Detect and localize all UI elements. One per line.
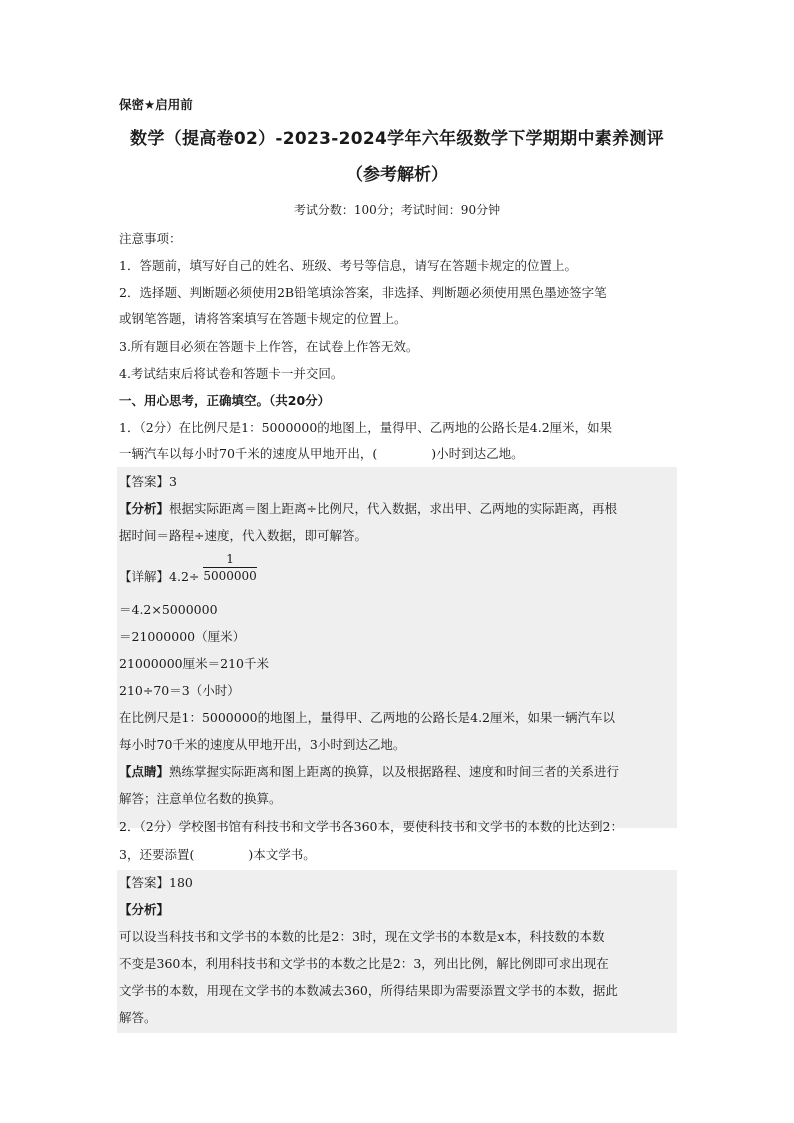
- q1-step: 21000000厘米＝210千米: [119, 656, 269, 671]
- q1-detail: [119, 552, 257, 583]
- q2-answer: 【答案】180: [119, 875, 193, 890]
- q1-stem-line2: [119, 444, 524, 462]
- q2-analysis-label: 【分析】: [119, 902, 170, 917]
- q2-analysis-line: 文学书的本数，用现在文学书的本数减去360，所得结果即为需要添置文学书的本数，据此: [119, 983, 618, 998]
- page-subtitle: （参考解析）: [346, 165, 448, 185]
- q1-answer: 【答案】3: [119, 474, 177, 489]
- q2-analysis-line: 解答。: [119, 1010, 157, 1025]
- section-heading: 一、用心思考，正确填空。（共20分）: [119, 393, 331, 408]
- q2-stem-text-end: )本文学书。: [248, 847, 316, 862]
- q1-analysis-line1: [119, 499, 617, 517]
- analysis-text: 根据实际距离＝图上距离÷比例尺，代入数据，求出甲、乙两地的实际距离，再根: [169, 501, 617, 516]
- q1-conclusion-line2: 每小时70千米的速度从甲地开出，3小时到达乙地。: [119, 737, 406, 752]
- confidential-label: 保密★启用前: [119, 97, 193, 112]
- q2-stem-text: 3，还要添置(: [119, 847, 195, 862]
- q2-analysis-line: 不变是360本，利用科技书和文学书的本数之比是2：3，列出比例，解比例即可求出现在: [119, 956, 609, 971]
- q1-conclusion-line1: 在比例尺是1：5000000的地图上，量得甲、乙两地的公路长是4.2厘米，如果一辆汽车以: [119, 710, 616, 725]
- fraction: [203, 552, 256, 583]
- q1-step: ＝4.2×5000000: [119, 602, 218, 617]
- notes-heading: 注意事项：: [119, 231, 182, 246]
- q1-stem-text-end: )小时到达乙地。: [431, 446, 524, 461]
- comment-label: 【点睛】: [119, 764, 170, 779]
- analysis-label: 【分析】: [119, 501, 170, 516]
- note-item: 3.所有题目必须在答题卡上作答，在试卷上作答无效。: [119, 339, 419, 354]
- fraction-numerator: 1: [226, 552, 234, 566]
- detail-label: 【详解】: [119, 569, 170, 584]
- exam-meta: 考试分数：100分；考试时间：90分钟: [293, 203, 501, 217]
- q2-stem-line1: 2．（2分）学校图书馆有科技书和文学书各360本，要使科技书和文学书的本数的比达到2：: [119, 819, 623, 834]
- note-item: 1．答题前，填写好自己的姓名、班级、考号等信息，请写在答题卡规定的位置上。: [119, 258, 577, 273]
- q1-step: 210÷70＝3（小时）: [119, 683, 240, 698]
- q1-stem-text: 一辆汽车以每小时70千米的速度从甲地开出，(: [119, 446, 378, 461]
- q1-stem-line1: 1．（2分）在比例尺是1：5000000的地图上，量得甲、乙两地的公路长是4.2厘米，如果: [119, 420, 613, 435]
- q2-answer-shade: [117, 870, 677, 1033]
- q1-comment-line1: [119, 762, 619, 780]
- comment-text: 熟练掌握实际距离和图上距离的换算，以及根据路程、速度和时间三者的关系进行: [169, 764, 620, 779]
- fraction-denominator: 5000000: [203, 569, 257, 583]
- note-item: 4.考试结束后将试卷和答题卡一并交回。: [119, 366, 344, 381]
- note-item: 或钢笔答题，请将答案填写在答题卡规定的位置上。: [119, 311, 407, 326]
- detail-expr: 4.2÷: [169, 569, 200, 584]
- page-title: 数学（提高卷02）-2023-2024学年六年级数学下学期期中素养测评: [130, 129, 664, 149]
- q2-analysis-line: 可以设当科技书和文学书的本数的比是2：3时，现在文学书的本数是x本，科技数的本数: [119, 929, 605, 944]
- q1-analysis-line2: 据时间＝路程÷速度，代入数据，即可解答。: [119, 528, 367, 543]
- note-item: 2．选择题、判断题必须使用2B铅笔填涂答案，非选择、判断题必须使用黑色墨迹签字笔: [119, 285, 607, 300]
- q1-step: ＝21000000（厘米）: [119, 629, 246, 644]
- q2-stem-line2: [119, 845, 316, 863]
- q1-comment-line2: 解答；注意单位名数的换算。: [119, 791, 282, 806]
